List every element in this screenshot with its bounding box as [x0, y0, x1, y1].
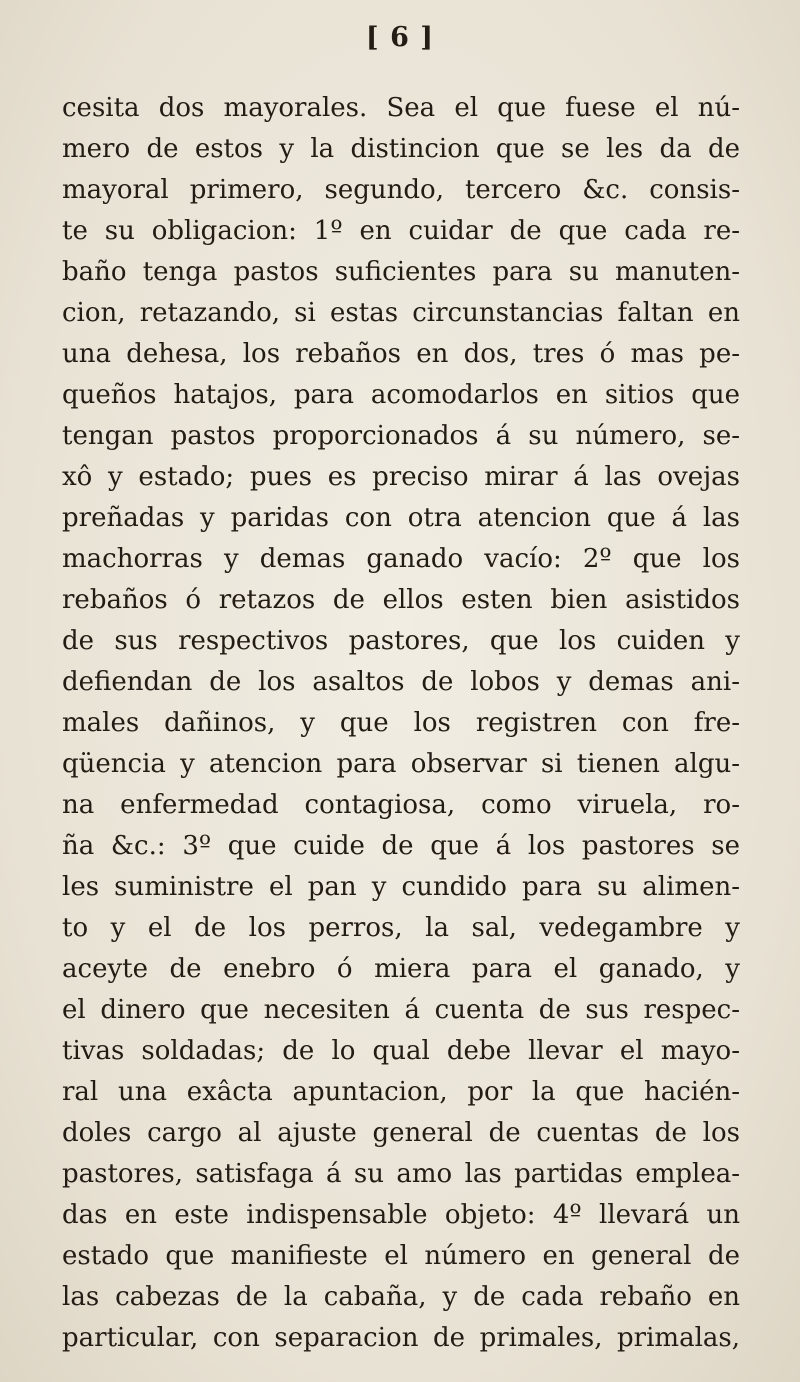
text-line: tengan pastos proporcionados á su número, se-	[62, 421, 740, 451]
text-line: xô y estado; pues es preciso mirar á las ovejas	[62, 462, 740, 492]
text-line: machorras y demas ganado vacío: 2º que los	[62, 544, 740, 574]
text-line: cesita dos mayorales. Sea el que fuese el nú-	[62, 93, 740, 123]
text-line: las cabezas de la cabaña, y de cada rebaño en	[62, 1282, 740, 1312]
text-line: estado que manifieste el número en general de	[62, 1241, 740, 1271]
text-line: cion, retazando, si estas circunstancias faltan en	[62, 298, 740, 328]
text-line: na enfermedad contagiosa, como viruela, ro-	[62, 790, 740, 820]
text-line: particular, con separacion de primales, primalas,	[62, 1323, 740, 1353]
text-line: ña &c.: 3º que cuide de que á los pastores se	[62, 831, 740, 861]
text-line: aceyte de enebro ó miera para el ganado, y	[62, 954, 740, 984]
text-line: defiendan de los asaltos de lobos y demas ani-	[62, 667, 740, 697]
text-line: ral una exâcta apuntacion, por la que hacién-	[62, 1077, 740, 1107]
text-line: qüencia y atencion para observar si tienen algu-	[62, 749, 740, 779]
text-line: rebaños ó retazos de ellos esten bien asistidos	[62, 585, 740, 615]
text-line: tivas soldadas; de lo qual debe llevar el mayo-	[62, 1036, 740, 1066]
text-line: mayoral primero, segundo, tercero &c. consis-	[62, 175, 740, 205]
text-line: de sus respectivos pastores, que los cuiden y	[62, 626, 740, 656]
text-line: el dinero que necesiten á cuenta de sus respec-	[62, 995, 740, 1025]
text-line: te su obligacion: 1º en cuidar de que cada re-	[62, 216, 740, 246]
text-line: una dehesa, los rebaños en dos, tres ó mas pe-	[62, 339, 740, 369]
page-number: [ 6 ]	[365, 22, 435, 53]
text-line: pastores, satisfaga á su amo las partidas emplea-	[62, 1159, 740, 1189]
text-line: mero de estos y la distincion que se les da de	[62, 134, 740, 164]
text-line: queños hatajos, para acomodarlos en sitios que	[62, 380, 740, 410]
text-line: doles cargo al ajuste general de cuentas de los	[62, 1118, 740, 1148]
body-text	[62, 88, 740, 1359]
text-line: les suministre el pan y cundido para su alimen-	[62, 872, 740, 902]
text-line: das en este indispensable objeto: 4º llevará un	[62, 1200, 740, 1230]
text-line: to y el de los perros, la sal, vedegambre y	[62, 913, 740, 943]
text-line: males dañinos, y que los registren con fre-	[62, 708, 740, 738]
text-line: baño tenga pastos suficientes para su manuten-	[62, 257, 740, 287]
text-line: preñadas y paridas con otra atencion que á las	[62, 503, 740, 533]
